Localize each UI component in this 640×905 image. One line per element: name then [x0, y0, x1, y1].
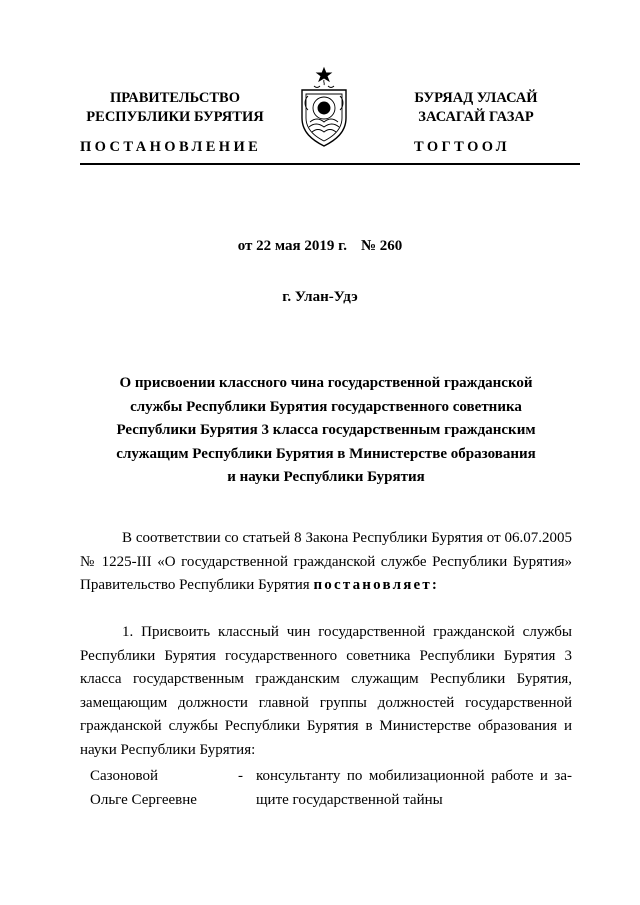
coat-of-arms-buryatia-icon	[296, 66, 352, 150]
appointee-position: консультанту по мобилизационной работе и защите государственной тайны	[256, 768, 572, 808]
appointee-surname: Сазоновой	[90, 768, 159, 784]
doc-type-ru: ПОСТАНОВЛЕНИЕ	[80, 139, 262, 155]
title-line: Республики Бурятия 3 класса государственным гражданским	[116, 422, 536, 438]
appointee-name	[90, 764, 240, 812]
document-number: № 260	[360, 238, 403, 254]
intro-text: В соответствии со статьей 8 Закона Республики Бурятия от 06.07.2005 № 1225-III «О государственной гражданской службе Республики Бурятия» Правительство Республики Бурятия	[80, 530, 572, 593]
header-left-line2: РЕСПУБЛИКИ БУРЯТИЯ	[86, 109, 264, 125]
appointee-dash: -	[238, 768, 243, 784]
header-divider	[80, 163, 580, 165]
header-left	[70, 89, 280, 127]
date-number-line	[0, 238, 640, 255]
title-line: и науки Республики Бурятия	[227, 469, 425, 485]
intro-paragraph	[80, 527, 572, 598]
document-city: г. Улан-Удэ	[282, 289, 358, 305]
document-title	[96, 372, 556, 490]
title-line: О присвоении классного чина государственной гражданской	[119, 375, 533, 391]
header-left-line1: ПРАВИТЕЛЬСТВО	[110, 90, 240, 106]
header-right-line1: БУРЯАД УЛАСАЙ	[414, 90, 538, 106]
document-date: от 22 мая 2019 г.	[237, 238, 347, 254]
resolution-keyword: постановляет:	[313, 577, 440, 593]
doc-type-bua: ТОГТООЛ	[414, 139, 510, 155]
title-line: служащим Республики Бурятия в Министерстве образования	[116, 445, 536, 462]
title-line: службы Республики Бурятия государственного советника	[130, 398, 522, 415]
header-right-line2: ЗАСАГАЙ ГАЗАР	[418, 109, 534, 125]
item-1-paragraph: 1. Присвоить классный чин государственной гражданской службы Республики Бурятия государственного советника Республики Бурятия 3 класса государственным гражданским служащим Республики Бурятия, замещающим должности главной группы должностей государственной гражданской службы Республики Бурятия в Министерстве образования и науки Республики Бурятия:	[80, 624, 572, 758]
appointee-given-name: Ольге Сергеевне	[90, 792, 197, 808]
header-right	[372, 89, 580, 127]
